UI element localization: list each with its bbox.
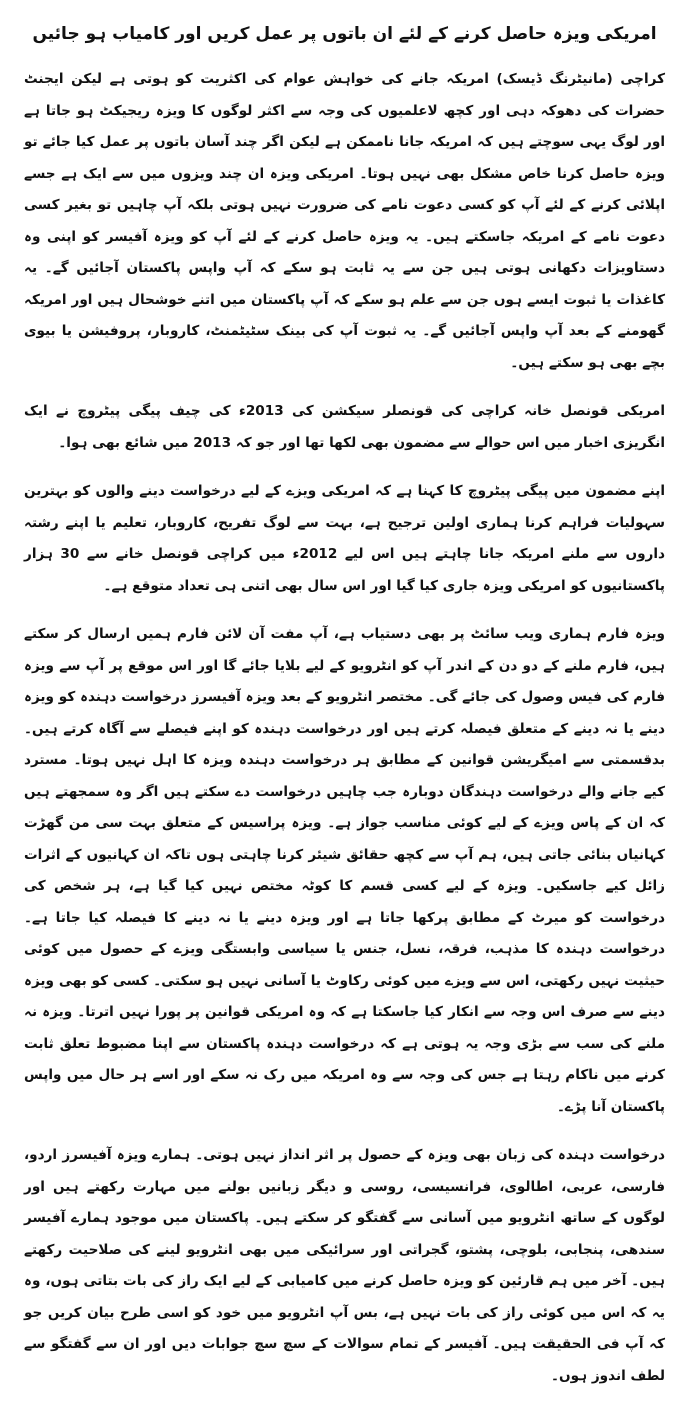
article-paragraph-4: ویزہ فارم ہماری ویب سائٹ پر بھی دستیاب ہے، آپ مفت آن لائن فارم ہمیں ارسال کر سکتے ہیں، فارم ملنے کے دو دن کے اندر آپ کو انٹرویو کے لیے بلایا جائے گا اور اس موقع پر آپ سے ویزہ فارم کی فیس وصول کی جائے گی۔ مختصر انٹرویو کے بعد ویزہ آفیسرز درخواست دہندہ کو ویزہ دینے یا نہ دینے کے متعلق فیصلہ کرتے ہیں اور درخواست دہندہ کو اپنے فیصلے سے آگاہ کرتے ہیں۔ بدقسمتی سے امیگریشن قوانین کے مطابق ہر درخواست دہندہ ویزہ کا اہل نہیں ہوتا۔ مسترد کیے جانے والے درخواست دہندگان دوبارہ جب چاہیں درخواست دے سکتے ہیں اگر وہ سمجھتے ہیں کہ ان کے پاس ویزے کے لیے کوئی مناسب جواز ہے۔ ویزہ پراسیس کے متعلق بہت سی من گھڑت کہانیاں بنائی جاتی ہیں، ہم آپ سے کچھ حقائق شیئر کرنا چاہتی ہوں تاکہ ان کہانیوں کے اثرات زائل کیے جاسکیں۔ ویزہ کے لیے کسی قسم کا کوٹہ مختص نہیں کیا گیا ہے، ہر شخص کی درخواست کو میرٹ کے مطابق پرکھا جاتا ہے اور ویزہ دینے یا نہ دینے کا فیصلہ کیا جاتا ہے۔ درخواست دہندہ کا مذہب، فرقہ، نسل، جنس یا سیاسی وابستگی ویزے کے حصول میں کوئی حیثیت نہیں رکھتی، اس سے ویزے میں کوئی رکاوٹ یا آسانی نہیں ہو سکتی۔ کسی کو بھی ویزہ دینے سے صرف اس وجہ سے انکار کیا جاسکتا ہے کہ وہ امریکی قوانین پر پورا نہیں اترتا۔ ویزہ نہ ملنے کی سب سے بڑی وجہ یہ ہوتی ہے کہ درخواست دہندہ پاکستان سے اپنا مضبوط تعلق ثابت کرنے میں ناکام رہتا ہے جس کی وجہ سے وہ امریکہ میں رک نہ سکے اور اسے ہر حال میں واپس پاکستان آنا پڑے۔ (24, 626, 665, 1115)
article-paragraph-3: اپنے مضمون میں پیگی پیٹروچ کا کہنا ہے کہ امریکی ویزے کے لیے درخواست دینے والوں کو بہترین سہولیات فراہم کرنا ہماری اولین ترجیح ہے، بہت سے لوگ تفریح، کاروبار، تعلیم یا اپنے رشتہ داروں سے ملنے امریکہ جانا چاہتے ہیں اس لیے 2012ء میں کراچی قونصل خانے سے 30 ہزار پاکستانیوں کو امریکی ویزہ جاری کیا گیا اور اس سال بھی اتنی ہی تعداد متوقع ہے۔ (24, 483, 666, 594)
article-paragraph-5: درخواست دہندہ کی زبان بھی ویزہ کے حصول پر اثر انداز نہیں ہوتی۔ ہمارے ویزہ آفیسرز اردو، فارسی، عربی، اطالوی، فرانسیسی، روسی و دیگر زبانیں بولنے میں مہارت رکھتے ہیں اور لوگوں کے ساتھ انٹرویو میں آسانی سے گفتگو کر سکتے ہیں۔ پاکستان میں موجود ہمارے آفیسر سندھی، پنجابی، بلوچی، پشتو، گجراتی اور سرائیکی میں بھی انٹرویو لینے کی صلاحیت رکھتے ہیں۔ آخر میں ہم قارئین کو ویزہ حاصل کرنے میں کامیابی کے لیے ایک راز کی بات بتاتی ہوں، وہ یہ کہ اس میں کوئی راز کی بات نہیں ہے، بس آپ انٹرویو میں خود کو اسی طرح بیان کریں جو کہ آپ فی الحقیقت ہیں۔ آفیسر کے تمام سوالات کے سچ سچ جوابات دیں اور ان سے گفتگو سے لطف اندوز ہوں۔ (24, 1147, 665, 1384)
article-paragraph-2: امریکی قونصل خانہ کراچی کی قونصلر سیکشن کی 2013ء کی چیف پیگی پیٹروچ نے ایک انگریزی اخبار میں اس حوالے سے مضمون بھی لکھا تھا اور جو کہ 2013 میں شائع بھی ہوا۔ (24, 403, 666, 451)
article-paragraph-1: کراچی (مانیٹرنگ ڈیسک) امریکہ جانے کی خواہش عوام کی اکثریت کو ہوتی ہے لیکن ایجنٹ حضرات کی دھوکہ دہی اور کچھ لاعلمیوں کی وجہ سے اکثر لوگوں کا ویزہ ریجیکٹ ہو جاتا ہے اور لوگ یہی سوچتے ہیں کہ امریکہ جانا ناممکن ہے لیکن اگر چند آسان باتوں پر عمل کیا جائے تو ویزہ حاصل کرنا خاص مشکل بھی نہیں ہوتا۔ امریکی ویزہ ان چند ویزوں میں سے ایک ہے جسے اپلائی کرنے کے لئے آپ کو کسی دعوت نامے کی ضرورت نہیں ہوتی بلکہ آپ چاہیں تو بغیر کسی دعوت نامے کے امریکہ جاسکتے ہیں۔ یہ ویزہ حاصل کرنے کے لئے آپ کو ویزہ آفیسر کو اپنی وہ دستاویزات دکھانی ہوتی ہیں جن سے یہ ثابت ہو سکے کہ آپ واپس پاکستان آجائیں گے۔ یہ کاغذات یا ثبوت ایسے ہوں جن سے علم ہو سکے کہ آپ پاکستان میں اتنے خوشحال ہیں اور امریکہ گھومنے کے بعد آپ واپس آجائیں گے۔ یہ ثبوت آپ کی بینک سٹیٹمنٹ، کاروبار، پروفیشن یا بیوی بچے بھی ہو سکتے ہیں۔ (24, 71, 665, 371)
article-title: امریکی ویزہ حاصل کرنے کے لئے ان باتوں پر عمل کریں اور کامیاب ہو جائیں (32, 24, 657, 44)
